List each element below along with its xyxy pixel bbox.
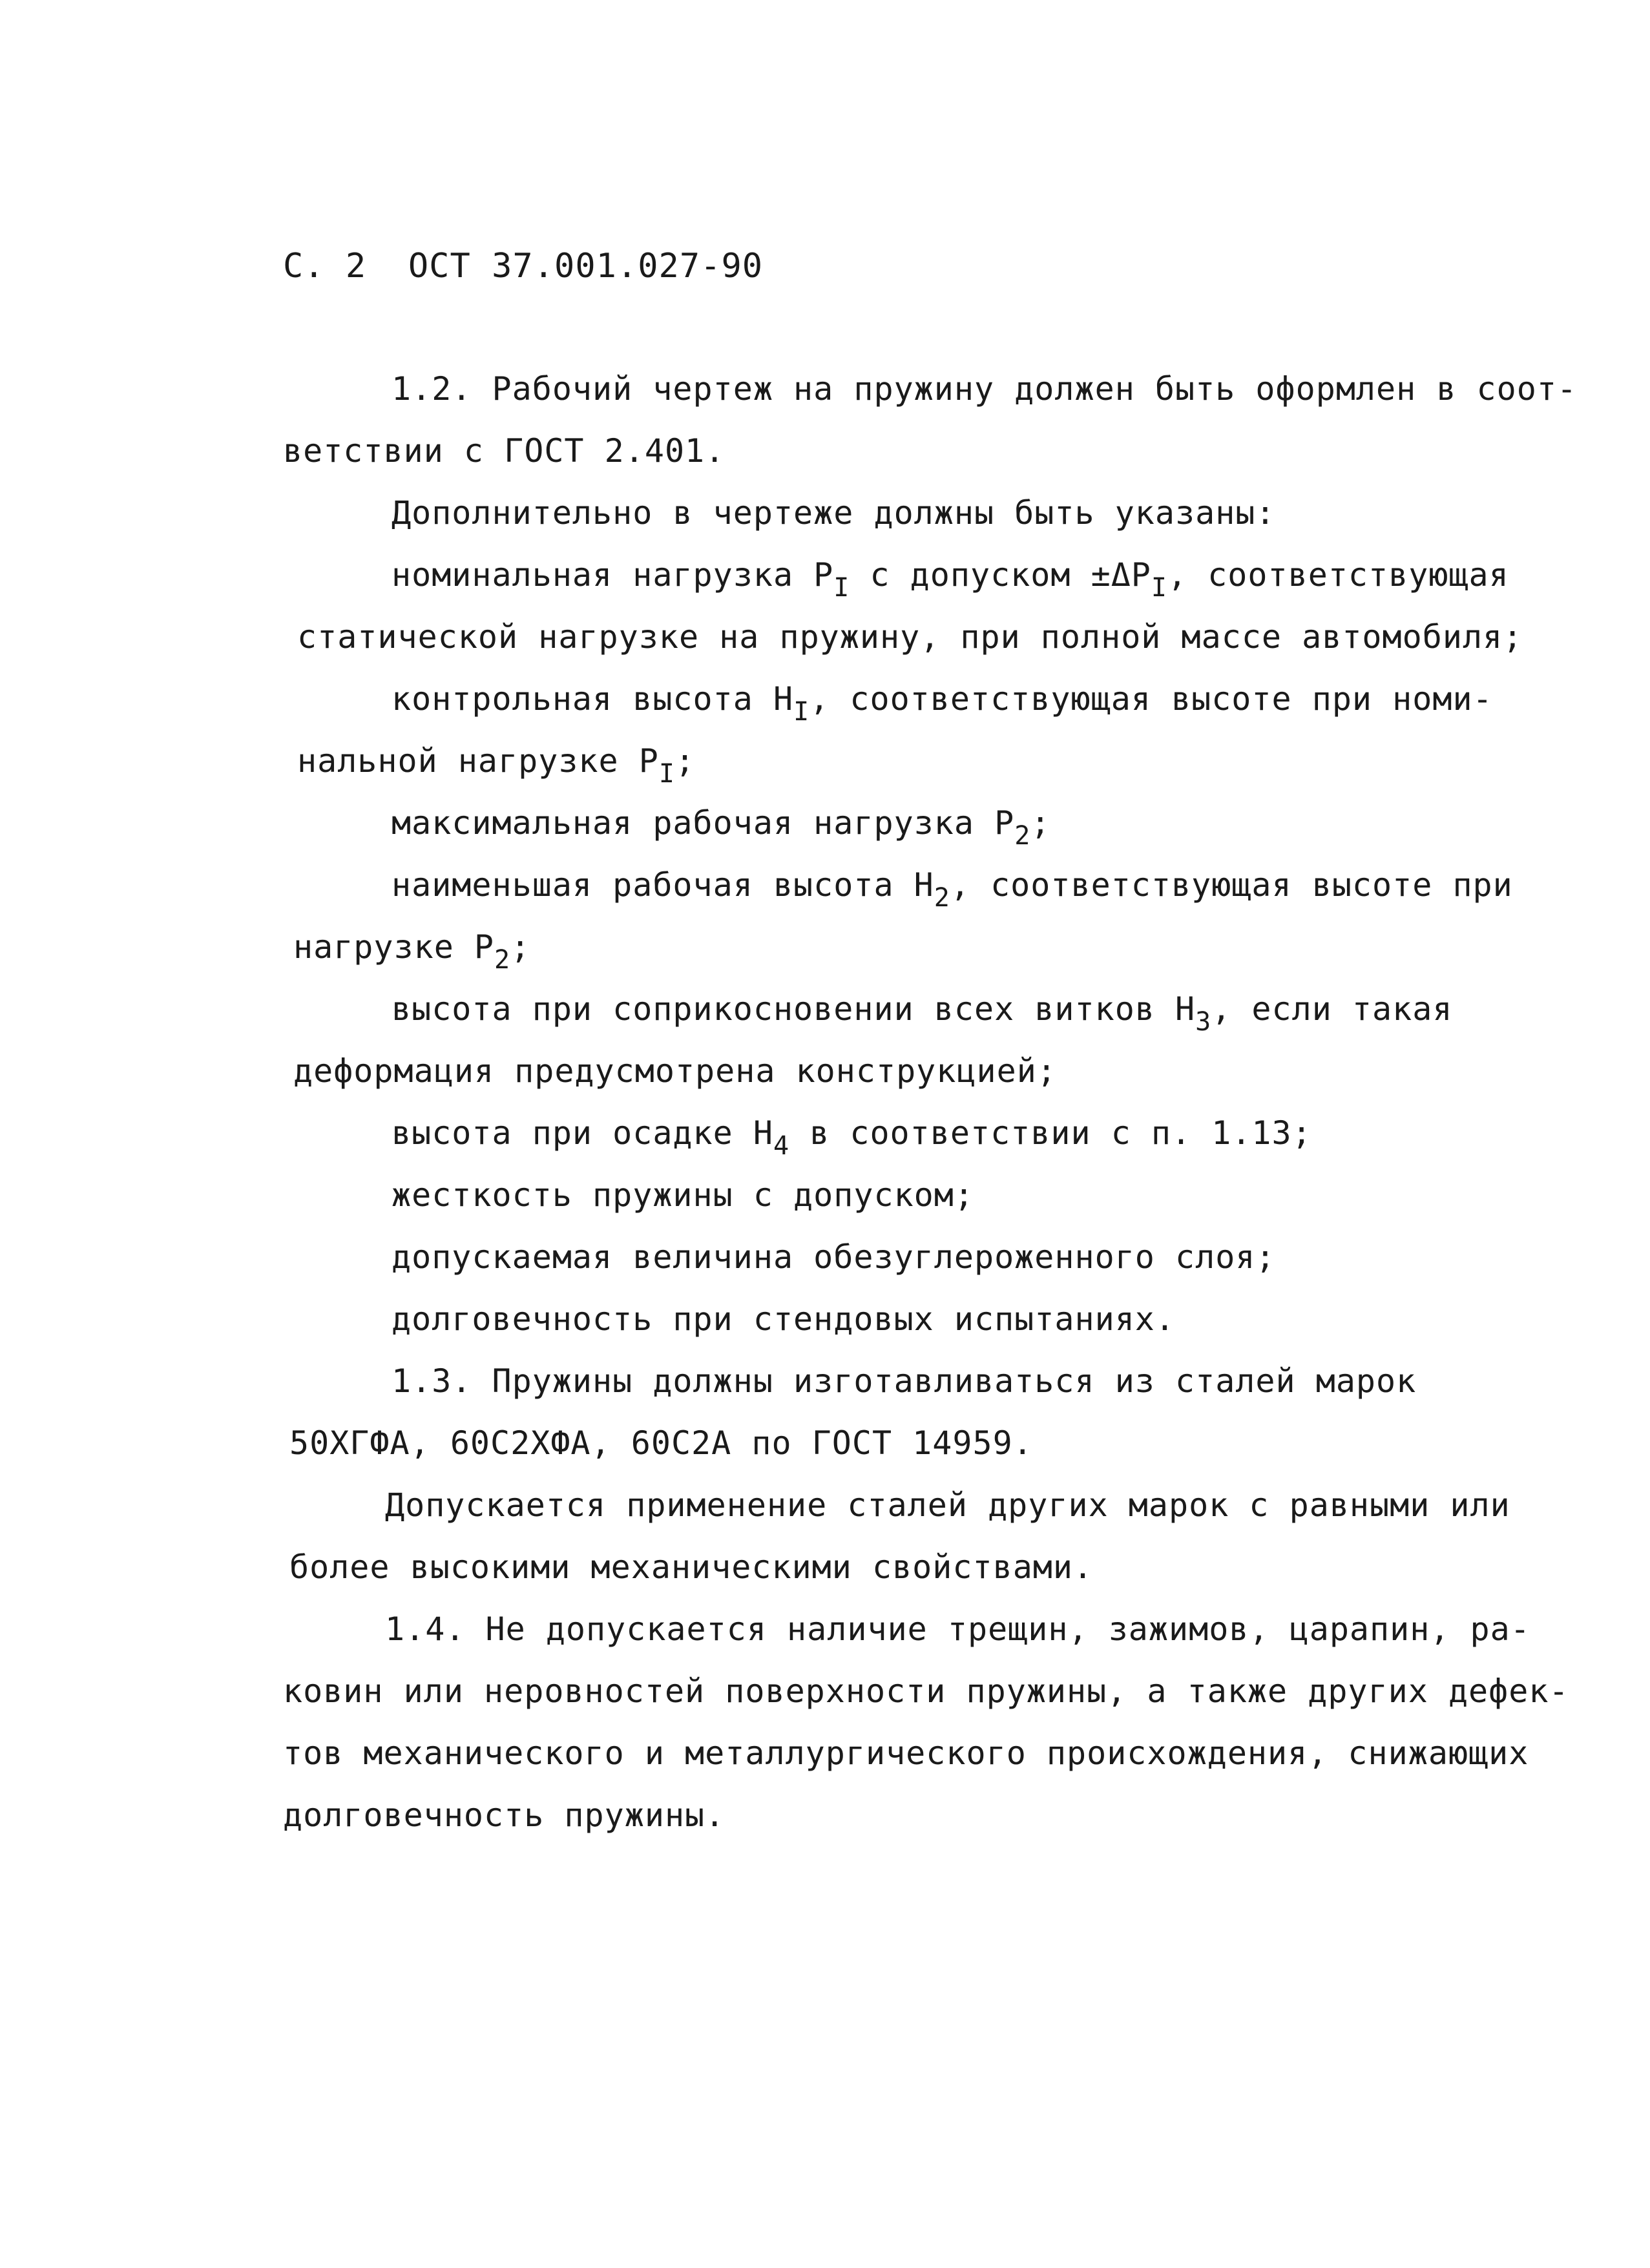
clause-1-4-line-1: 1.4. Не допускается наличие трещин, зажимов, царапин, ра- [385,1610,1530,1648]
list-item-control-height-cont: нальной нагрузке $P_I$; [297,742,696,789]
list-item-nominal-load-cont: статической нагрузке на пружину, при полной массе автомобиля; [297,618,1523,656]
list-item-stiffness: жесткость пружины с допуском; [392,1176,974,1214]
list-item-min-height: наименьшая рабочая высота $H_2$, соответствующая высоте при [392,866,1513,913]
clause-1-3-line-2: 50ХГФА, 60С2ХФА, 60С2А по ГОСТ 14959. [289,1424,1033,1462]
page-header [283,247,763,286]
list-item-solid-height: высота при соприкосновении всех витков $H_3$, если такая [392,990,1453,1037]
list-item-nominal-load: номинальная нагрузка $P_I$ с допуском $\pm\Delta P_I$, соответствующая [392,556,1509,603]
substitution-note-line-2: более высокими механическими свойствами. [289,1548,1094,1586]
list-item-set-height: высота при осадке $H_4$ в соответствии с п. 1.13; [392,1114,1312,1161]
clause-1-4-line-2: ковин или неровностей поверхности пружины, а также других дефек- [283,1672,1569,1710]
additional-intro: Дополнительно в чертеже должны быть указаны: [392,494,1276,532]
page-number: С. 2 [283,247,367,286]
clause-1-2-line-2: ветствии с ГОСТ 2.401. [283,432,726,470]
clause-1-2-line-1: 1.2. Рабочий чертеж на пружину должен быть оформлен в соот- [392,370,1578,408]
clause-1-4-line-3: тов механического и металлургического происхождения, снижающих [283,1734,1529,1772]
list-item-min-height-cont: нагрузке $P_2$; [293,928,531,975]
list-item-solid-height-cont: деформация предусмотрена конструкцией; [293,1052,1057,1090]
clause-1-4-line-4: долговечность пружины. [283,1796,726,1834]
list-item-control-height: контрольная высота $H_I$, соответствующая высоте при номи- [392,680,1493,727]
clause-1-3-line-1: 1.3. Пружины должны изготавливаться из сталей марок [392,1362,1417,1400]
list-item-durability: долговечность при стендовых испытаниях. [392,1300,1175,1338]
standard-code: ОСТ 37.001.027-90 [408,247,764,286]
substitution-note-line-1: Допускается применение сталей других марок с равными или [385,1486,1510,1524]
list-item-max-load: максимальная рабочая нагрузка $P_2$; [392,804,1051,851]
list-item-decarburized-layer: допускаемая величина обезуглероженного слоя; [392,1238,1276,1276]
